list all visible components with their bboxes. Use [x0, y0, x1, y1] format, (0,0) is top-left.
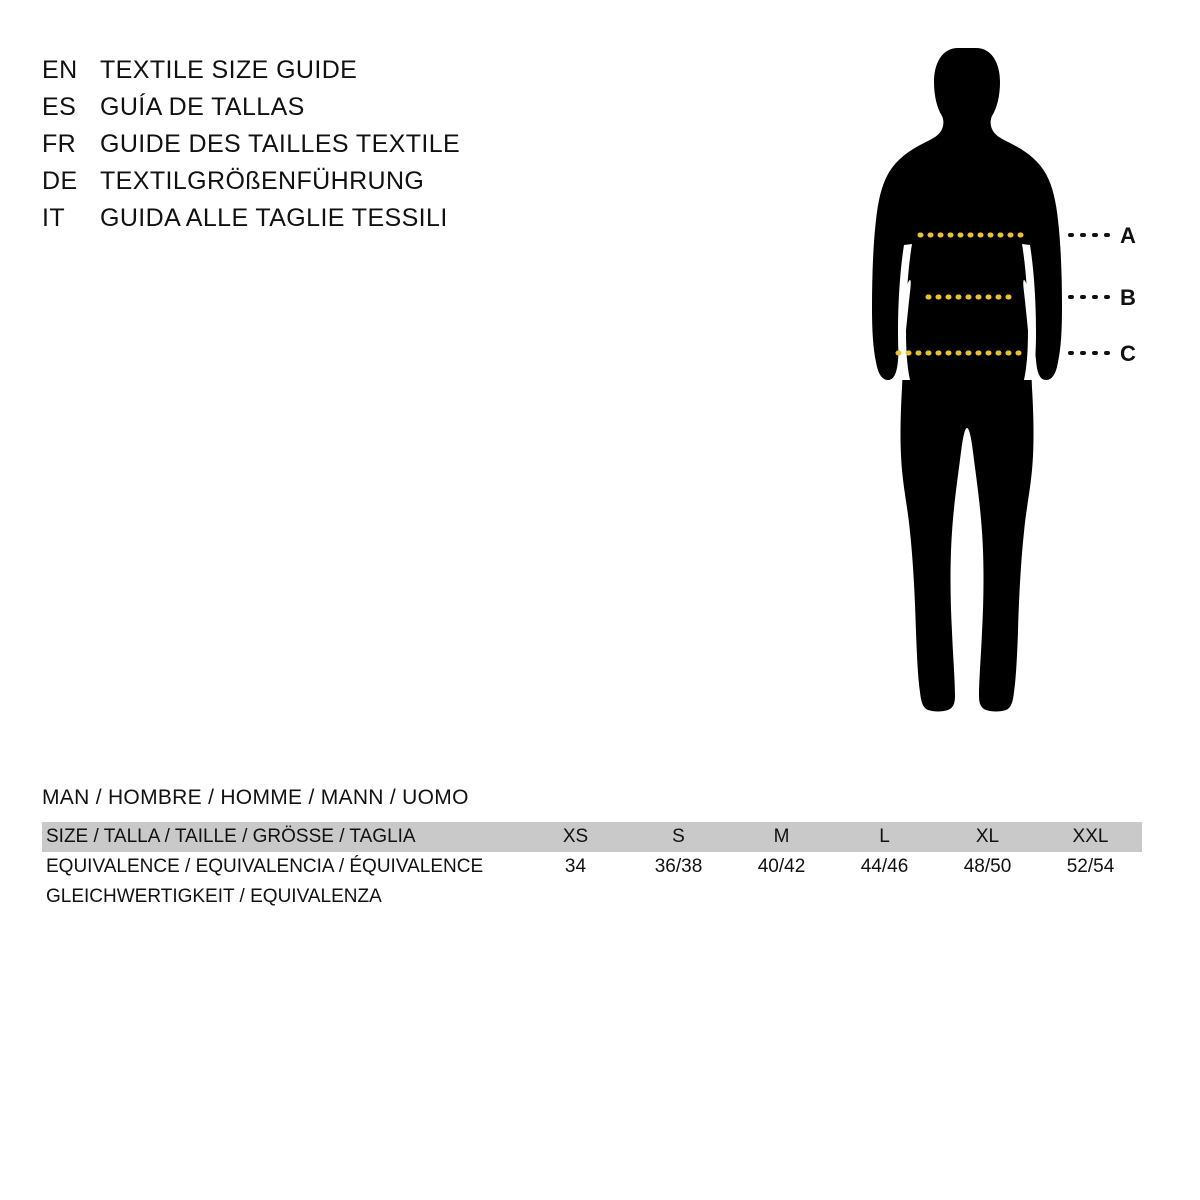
- spacer-cell-2: [627, 882, 730, 912]
- equivalence-value-xs: 34: [564, 856, 587, 877]
- title-lang-es: ES: [42, 93, 77, 121]
- equivalence-label: EQUIVALENCE / EQUIVALENCIA / ÉQUIVALENCE: [46, 856, 484, 877]
- table-row-equivalence-line2: [42, 882, 1142, 912]
- header-size-xxl: XXL: [1072, 826, 1109, 847]
- title-text-de: TEXTILGRÖßENFÜHRUNG: [100, 167, 425, 195]
- equivalence-value-l: 44/46: [860, 856, 909, 877]
- title-text-es: GUÍA DE TALLAS: [100, 93, 305, 121]
- title-text-it: GUIDA ALLE TAGLIE TESSILI: [100, 204, 448, 232]
- marker-label-a: A: [1120, 223, 1137, 248]
- header-size-xs: XS: [562, 826, 589, 847]
- spacer-cell-4: [833, 882, 936, 912]
- table-row-equivalence: [42, 852, 1142, 882]
- title-row-it: [42, 200, 562, 237]
- marker-label-b: B: [1120, 285, 1137, 310]
- spacer-cell-3: [730, 882, 833, 912]
- title-lang-en: EN: [42, 56, 78, 84]
- equivalence-label-line2: GLEICHWERTIGKEIT / EQUIVALENZA: [46, 886, 382, 907]
- spacer-cell-5: [936, 882, 1039, 912]
- title-block: [42, 52, 562, 237]
- equivalence-value-m: 40/42: [757, 856, 806, 877]
- title-lang-de: DE: [42, 167, 78, 195]
- header-size-label: SIZE / TALLA / TAILLE / GRÖSSE / TAGLIA: [46, 826, 416, 847]
- title-row-en: [42, 52, 562, 89]
- marker-label-c: C: [1120, 341, 1137, 366]
- title-row-de: [42, 163, 562, 200]
- header-size-xl: XL: [975, 826, 1000, 847]
- title-row-fr: [42, 126, 562, 163]
- title-row-es: [42, 89, 562, 126]
- size-table-section: [42, 786, 1152, 912]
- title-text-fr: GUIDE DES TAILLES TEXTILE: [100, 130, 461, 158]
- table-row-header: [42, 822, 1142, 852]
- table-caption: MAN / HOMBRE / HOMME / MANN / UOMO: [42, 786, 469, 809]
- header-size-s: S: [672, 826, 685, 847]
- size-table: [42, 822, 1142, 912]
- title-lang-fr: FR: [42, 130, 77, 158]
- header-size-m: M: [773, 826, 790, 847]
- spacer-cell-6: [1039, 882, 1142, 912]
- equivalence-value-s: 36/38: [654, 856, 703, 877]
- equivalence-value-xxl: 52/54: [1066, 856, 1115, 877]
- equivalence-value-xl: 48/50: [963, 856, 1012, 877]
- spacer-cell-1: [524, 882, 627, 912]
- title-text-en: TEXTILE SIZE GUIDE: [100, 56, 358, 84]
- female-silhouette-icon: [830, 40, 1160, 740]
- title-lang-it: IT: [42, 204, 66, 232]
- body-measurement-diagram: [830, 40, 1160, 740]
- header-size-l: L: [879, 826, 890, 847]
